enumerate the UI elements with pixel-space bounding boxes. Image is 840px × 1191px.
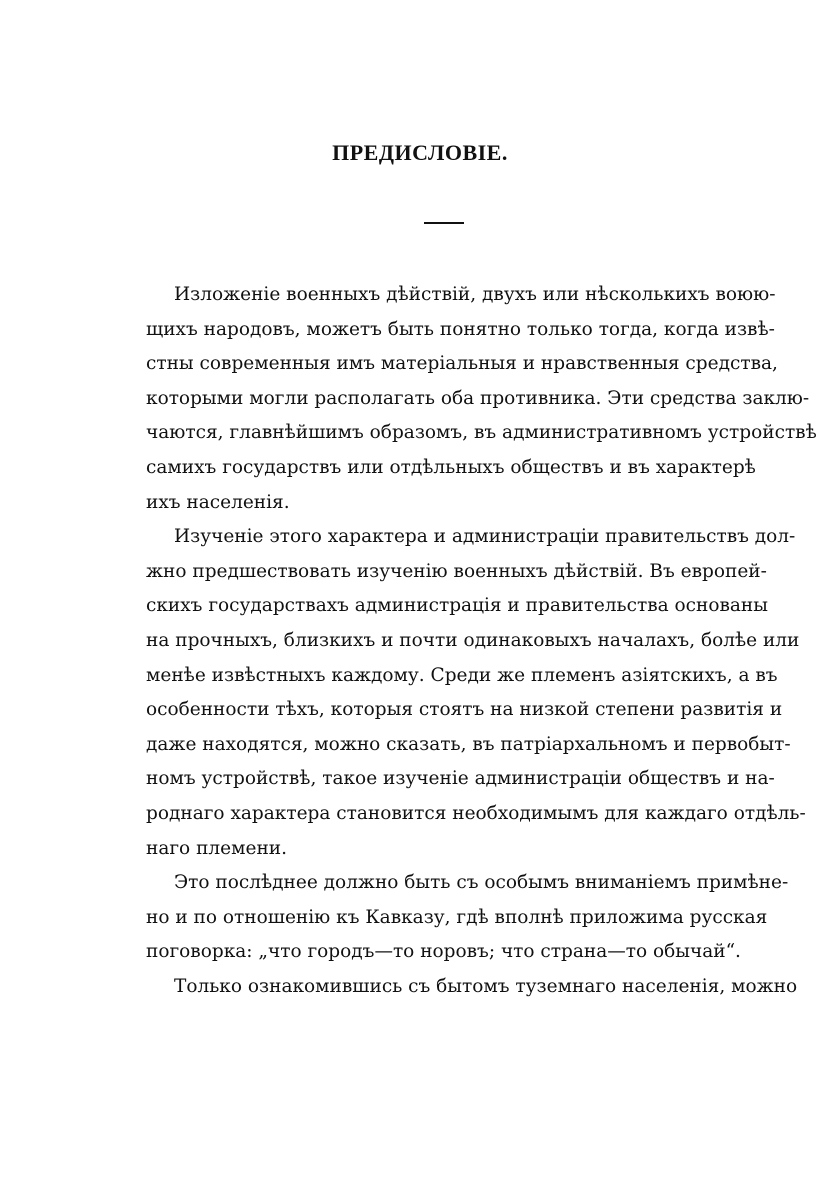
- text-line: ихъ населенія.: [146, 491, 290, 513]
- text-line: менѣе извѣстныхъ каждому. Среди же племенъ азіятскихъ, а въ: [146, 664, 778, 686]
- paragraph-3: [146, 866, 789, 970]
- page-title: ПРЕДИСЛОВІЕ.: [332, 140, 508, 165]
- text-line: даже находятся, можно сказать, въ патріархальномъ и первобыт-: [146, 733, 791, 755]
- text-line: скихъ государствахъ администрація и правительства основаны: [146, 595, 768, 617]
- text-line: Изложеніе военныхъ дѣйствій, двухъ или нѣсколькихъ воюю-: [174, 284, 776, 305]
- text-line: поговорка: „что городъ—то норовъ; что страна—то обычай“.: [146, 941, 741, 963]
- text-line: номъ устройствѣ, такое изученіе администраціи обществъ и на-: [146, 768, 775, 790]
- text-line: Изученіе этого характера и администраціи правительствъ дол-: [174, 526, 796, 548]
- text-line: стны современныя имъ матеріальныя и нравственныя средства,: [146, 353, 778, 375]
- preface-body: [146, 278, 817, 1004]
- text-line: наго племени.: [146, 837, 287, 859]
- text-line: самихъ государствъ или отдѣльныхъ обществъ и въ характерѣ: [146, 456, 756, 478]
- text-line: Это послѣднее должно быть съ особымъ вниманіемъ примѣне-: [174, 872, 789, 894]
- text-line: на прочныхъ, близкихъ и почти одинаковыхъ началахъ, болѣе или: [146, 629, 800, 651]
- text-line: чаются, главнѣйшимъ образомъ, въ административномъ устройствѣ: [146, 422, 817, 444]
- title-divider-rule: [424, 222, 464, 224]
- text-line: Только ознакомившись съ бытомъ туземнаго населенія, можно: [174, 975, 798, 997]
- text-line: особенности тѣхъ, которыя стоятъ на низкой степени развитія и: [146, 699, 783, 721]
- text-line: но и по отношенію къ Кавказу, гдѣ вполнѣ приложима русская: [146, 906, 768, 928]
- text-line: роднаго характера становится необходимымъ для каждаго отдѣль-: [146, 802, 806, 824]
- paragraph-1: [146, 278, 817, 520]
- text-line: жно предшествовать изученію военныхъ дѣйствій. Въ европей-: [146, 560, 767, 582]
- paragraph-4: [174, 970, 798, 1005]
- paragraph-2: [146, 520, 806, 866]
- text-line: щихъ народовъ, можетъ быть понятно только тогда, когда извѣ-: [146, 318, 775, 340]
- text-line: которыми могли располагать оба противника. Эти средства заклю-: [146, 387, 810, 409]
